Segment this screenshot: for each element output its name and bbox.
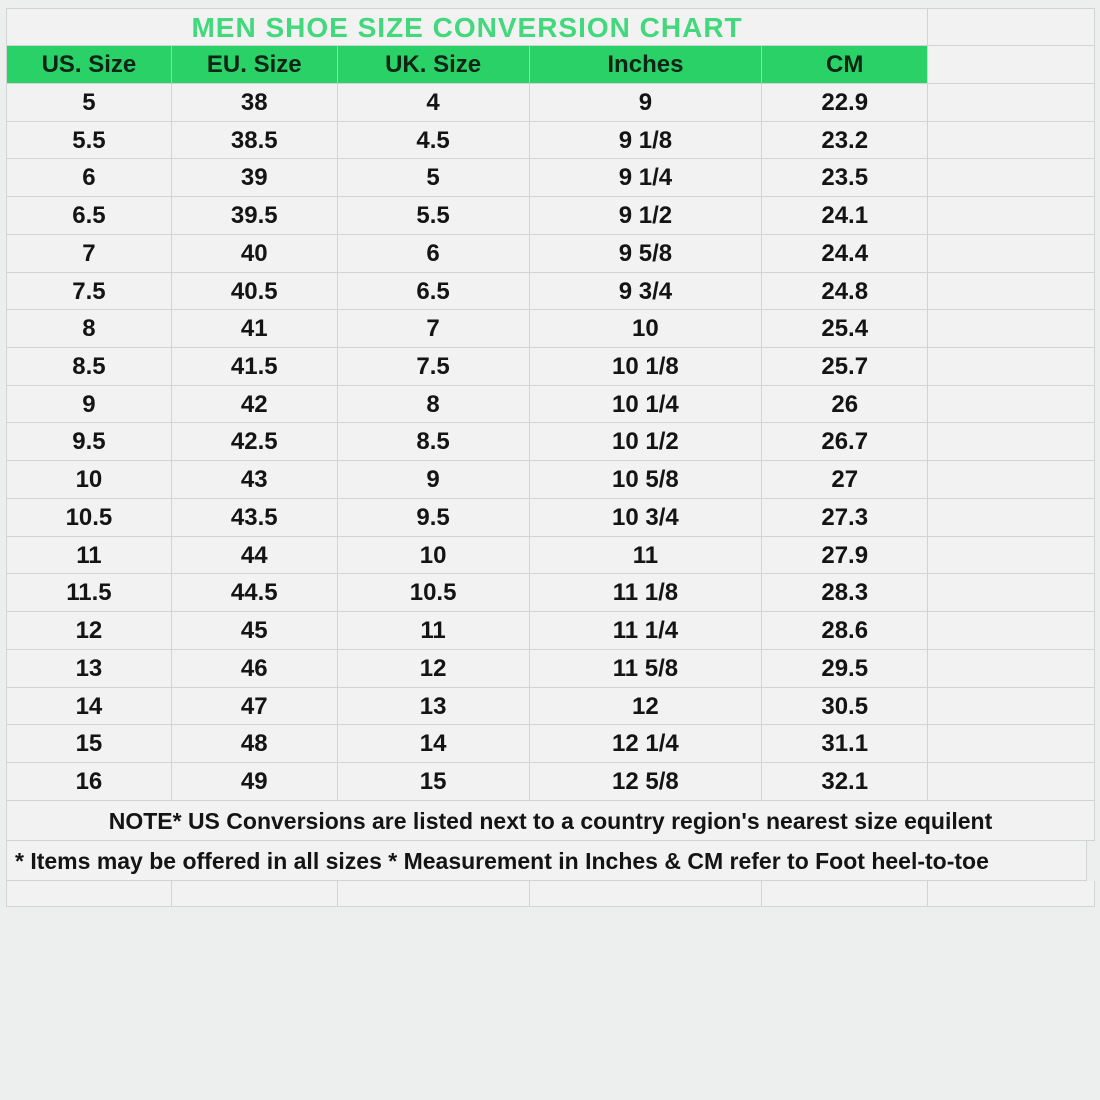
table-cell: 11.5 — [7, 574, 172, 612]
table-cell: 11 — [7, 537, 172, 575]
table-cell: 16 — [7, 763, 172, 801]
table-cell: 40 — [172, 235, 338, 273]
table-cell: 11 1/8 — [530, 574, 763, 612]
empty-cell — [928, 348, 1095, 386]
table-cell: 15 — [338, 763, 530, 801]
table-cell: 26 — [762, 386, 928, 424]
table-cell: 38 — [172, 84, 338, 122]
table-cell: 23.2 — [762, 122, 928, 160]
table-cell: 42 — [172, 386, 338, 424]
table-cell: 49 — [172, 763, 338, 801]
table-cell: 12 — [7, 612, 172, 650]
table-cell: 8.5 — [338, 423, 530, 461]
note-row-2 — [7, 841, 1095, 881]
table-cell: 46 — [172, 650, 338, 688]
table-row — [7, 348, 1095, 386]
table-cell: 30.5 — [762, 688, 928, 726]
empty-cell — [928, 763, 1095, 801]
table-cell: 10.5 — [338, 574, 530, 612]
empty-cell — [928, 9, 1095, 46]
table-cell: 10 1/8 — [530, 348, 763, 386]
table-cell: 8.5 — [7, 348, 172, 386]
table-cell: 6 — [338, 235, 530, 273]
table-cell: 14 — [7, 688, 172, 726]
empty-cell — [928, 423, 1095, 461]
table-cell: 13 — [338, 688, 530, 726]
table-cell: 14 — [338, 725, 530, 763]
table-cell: 12 1/4 — [530, 725, 763, 763]
table-cell: 41 — [172, 310, 338, 348]
table-cell: 6.5 — [7, 197, 172, 235]
table-row — [7, 725, 1095, 763]
table-cell: 7 — [7, 235, 172, 273]
table-cell: 40.5 — [172, 273, 338, 311]
table-cell: 12 — [338, 650, 530, 688]
page-title: MEN SHOE SIZE CONVERSION CHART — [7, 9, 928, 46]
table-cell: 38.5 — [172, 122, 338, 160]
table-row — [7, 574, 1095, 612]
table-cell: 41.5 — [172, 348, 338, 386]
empty-cell — [928, 159, 1095, 197]
table-cell: 11 5/8 — [530, 650, 763, 688]
table-cell: 24.4 — [762, 235, 928, 273]
table-row — [7, 84, 1095, 122]
empty-cell — [928, 881, 1095, 907]
table-row — [7, 612, 1095, 650]
table-cell: 10 — [338, 537, 530, 575]
table-cell: 22.9 — [762, 84, 928, 122]
empty-cell — [928, 499, 1095, 537]
empty-cell — [928, 574, 1095, 612]
table-cell: 44 — [172, 537, 338, 575]
empty-cell — [7, 881, 172, 907]
table-cell: 9 5/8 — [530, 235, 763, 273]
table-cell: 29.5 — [762, 650, 928, 688]
table-cell: 39.5 — [172, 197, 338, 235]
empty-cell — [928, 612, 1095, 650]
table-row — [7, 688, 1095, 726]
table-cell: 13 — [7, 650, 172, 688]
table-row — [7, 310, 1095, 348]
table-cell: 9.5 — [338, 499, 530, 537]
empty-cell — [928, 273, 1095, 311]
table-cell: 10 1/4 — [530, 386, 763, 424]
table-cell: 23.5 — [762, 159, 928, 197]
table-cell: 8 — [338, 386, 530, 424]
table-body — [7, 84, 1095, 801]
table-cell: 27 — [762, 461, 928, 499]
empty-cell — [928, 197, 1095, 235]
empty-cell — [928, 122, 1095, 160]
table-cell: 12 5/8 — [530, 763, 763, 801]
table-cell: 43 — [172, 461, 338, 499]
table-cell: 11 — [338, 612, 530, 650]
table-cell: 9 1/4 — [530, 159, 763, 197]
table-cell: 4.5 — [338, 122, 530, 160]
table-row — [7, 235, 1095, 273]
table-cell: 9 — [338, 461, 530, 499]
table-cell: 5 — [7, 84, 172, 122]
empty-stub-row — [7, 881, 1095, 907]
empty-cell — [928, 537, 1095, 575]
column-header-cm: CM — [762, 46, 928, 84]
empty-cell — [928, 310, 1095, 348]
table-cell: 9.5 — [7, 423, 172, 461]
table-cell: 11 1/4 — [530, 612, 763, 650]
note-text-2: * Items may be offered in all sizes * Measurement in Inches & CM refer to Foot heel-to-toe — [7, 841, 1087, 881]
conversion-chart-sheet — [6, 8, 1095, 907]
table-cell: 9 — [530, 84, 763, 122]
table-cell: 28.3 — [762, 574, 928, 612]
table-cell: 24.8 — [762, 273, 928, 311]
table-cell: 25.4 — [762, 310, 928, 348]
table-row — [7, 461, 1095, 499]
table-cell: 27.3 — [762, 499, 928, 537]
table-cell: 45 — [172, 612, 338, 650]
table-cell: 42.5 — [172, 423, 338, 461]
table-row — [7, 159, 1095, 197]
empty-cell — [928, 235, 1095, 273]
table-cell: 15 — [7, 725, 172, 763]
empty-cell — [530, 881, 763, 907]
table-cell: 5.5 — [7, 122, 172, 160]
table-cell: 10 5/8 — [530, 461, 763, 499]
table-cell: 10 1/2 — [530, 423, 763, 461]
column-header-uk-size: UK. Size — [338, 46, 530, 84]
empty-cell — [928, 386, 1095, 424]
table-row — [7, 197, 1095, 235]
table-row — [7, 122, 1095, 160]
table-cell: 32.1 — [762, 763, 928, 801]
table-row — [7, 423, 1095, 461]
table-cell: 6.5 — [338, 273, 530, 311]
table-cell: 9 3/4 — [530, 273, 763, 311]
table-row — [7, 763, 1095, 801]
table-cell: 6 — [7, 159, 172, 197]
note-text-1: NOTE* US Conversions are listed next to a country region's nearest size equilent — [7, 801, 1095, 841]
table-cell: 43.5 — [172, 499, 338, 537]
note-row-1 — [7, 801, 1095, 841]
table-cell: 10 — [7, 461, 172, 499]
table-cell: 10.5 — [7, 499, 172, 537]
table-cell: 7 — [338, 310, 530, 348]
table-cell: 47 — [172, 688, 338, 726]
table-cell: 8 — [7, 310, 172, 348]
table-row — [7, 273, 1095, 311]
table-cell: 28.6 — [762, 612, 928, 650]
table-cell: 7.5 — [338, 348, 530, 386]
empty-cell — [928, 84, 1095, 122]
empty-cell — [928, 46, 1095, 84]
column-header-us-size: US. Size — [7, 46, 172, 84]
column-header-eu-size: EU. Size — [172, 46, 338, 84]
table-cell: 9 1/8 — [530, 122, 763, 160]
empty-cell — [928, 650, 1095, 688]
empty-cell — [762, 881, 928, 907]
table-cell: 11 — [530, 537, 763, 575]
empty-cell — [928, 688, 1095, 726]
table-cell: 39 — [172, 159, 338, 197]
table-row — [7, 499, 1095, 537]
empty-cell — [172, 881, 338, 907]
table-cell: 9 1/2 — [530, 197, 763, 235]
table-cell: 4 — [338, 84, 530, 122]
table-cell: 5 — [338, 159, 530, 197]
table-cell: 24.1 — [762, 197, 928, 235]
table-cell: 12 — [530, 688, 763, 726]
table-cell: 48 — [172, 725, 338, 763]
table-row — [7, 386, 1095, 424]
table-cell: 7.5 — [7, 273, 172, 311]
empty-cell — [928, 461, 1095, 499]
table-cell: 44.5 — [172, 574, 338, 612]
table-header-row — [7, 46, 1095, 84]
table-cell: 5.5 — [338, 197, 530, 235]
table-cell: 31.1 — [762, 725, 928, 763]
table-cell: 25.7 — [762, 348, 928, 386]
table-cell: 9 — [7, 386, 172, 424]
column-header-inches: Inches — [530, 46, 763, 84]
title-row — [7, 9, 1095, 46]
empty-cell — [338, 881, 530, 907]
table-cell: 10 3/4 — [530, 499, 763, 537]
table-cell: 27.9 — [762, 537, 928, 575]
table-row — [7, 537, 1095, 575]
empty-cell — [928, 725, 1095, 763]
table-row — [7, 650, 1095, 688]
table-cell: 10 — [530, 310, 763, 348]
table-cell: 26.7 — [762, 423, 928, 461]
